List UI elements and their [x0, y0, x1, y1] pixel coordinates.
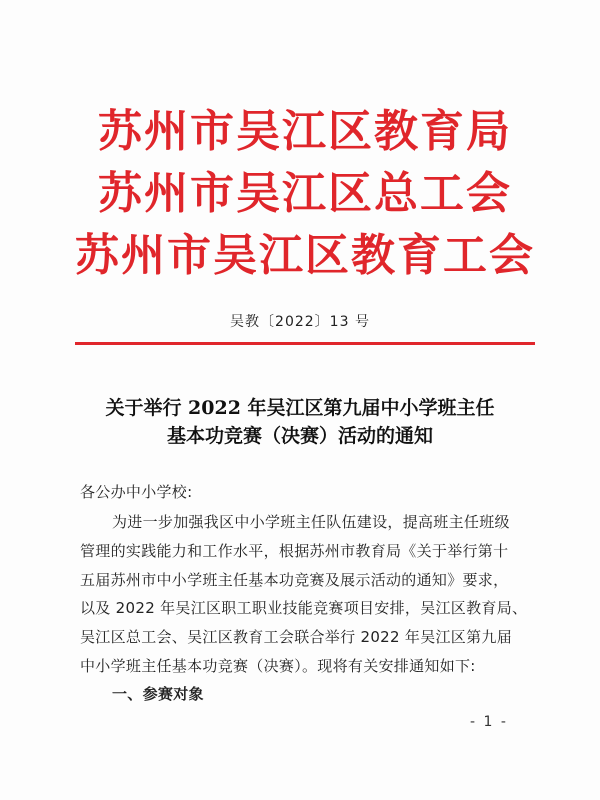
document-title-line-2: 基本功竞赛（决赛）活动的通知: [166, 425, 433, 447]
paragraph-line: 为进一步加强我区中小学班主任队伍建设，提高班主任班级: [112, 513, 510, 531]
paragraph-line: 中小学班主任基本功竞赛（决赛）。现将有关安排通知如下:: [80, 657, 476, 675]
page-number: - 1 -: [470, 714, 508, 730]
paragraph-line: 五届苏州市中小学班主任基本功竞赛及展示活动的通知》要求，: [80, 571, 509, 589]
issuer-education-trade-union: 苏州市吴江区教育工会: [75, 230, 535, 281]
section-heading: 一、参赛对象: [112, 685, 204, 703]
paragraph-line: 以及 2022 年吴江区职工职业技能竞赛项目安排，吴江区教育局、: [80, 599, 528, 617]
salutation: 各公办中小学校:: [80, 483, 193, 501]
document-title-line-1: 关于举行 2022 年吴江区第九届中小学班主任: [105, 397, 495, 419]
issuer-education-bureau: 苏州市吴江区教育局: [98, 106, 512, 157]
red-divider-line: [75, 342, 535, 345]
paragraph-line: 吴江区总工会、吴江区教育工会联合举行 2022 年吴江区第九届: [80, 628, 513, 646]
paragraph-line: 管理的实践能力和工作水平，根据苏州市教育局《关于举行第十: [80, 542, 509, 560]
issuer-federation-of-trade-unions: 苏州市吴江区总工会: [98, 168, 512, 219]
document-number: 吴教〔2022〕13 号: [230, 314, 370, 330]
